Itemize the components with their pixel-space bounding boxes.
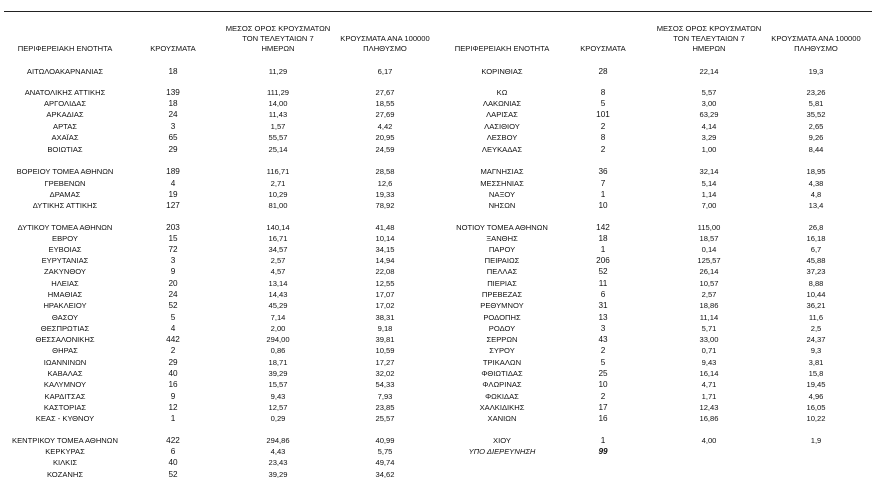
cell-cases: 9 bbox=[170, 392, 176, 401]
header-per100k-line1-right: ΚΡΟΥΣΜΑΤΑ ΑΝΑ 100000 bbox=[771, 34, 861, 43]
cell-per100k: 10,44 bbox=[806, 290, 826, 299]
cell-avg: 55,57 bbox=[268, 133, 288, 142]
cell-cases: 203 bbox=[166, 223, 180, 232]
cell-per100k: 5,81 bbox=[808, 99, 824, 108]
cell-avg: 1,57 bbox=[270, 122, 286, 131]
cell-avg: 18,57 bbox=[699, 234, 719, 243]
cell-cases: 2 bbox=[600, 346, 606, 355]
cell-avg: 32,14 bbox=[699, 167, 719, 176]
cell-avg: 111,29 bbox=[266, 88, 290, 97]
cell-cases: 15 bbox=[168, 234, 178, 243]
cell-per100k: 19,33 bbox=[375, 190, 395, 199]
cell-per100k: 10,22 bbox=[806, 414, 826, 423]
cell-name: ΚΩ bbox=[496, 88, 508, 97]
cell-avg: 140,14 bbox=[266, 223, 290, 232]
cell-name: ΚΕΝΤΡΙΚΟΥ ΤΟΜΕΑ ΑΘΗΝΩΝ bbox=[12, 436, 118, 445]
cell-name: ΠΙΕΡΙΑΣ bbox=[487, 279, 517, 288]
cell-name: ΧΑΛΚΙΔΙΚΗΣ bbox=[479, 403, 525, 412]
cell-name: ΛΕΥΚΑΔΑΣ bbox=[481, 145, 523, 154]
cell-name: ΜΕΣΣΗΝΙΑΣ bbox=[480, 179, 524, 188]
cell-name: ΚΕΑΣ - ΚΥΘΝΟΥ bbox=[35, 414, 95, 423]
cell-cases: 16 bbox=[598, 414, 608, 423]
cell-avg: 14,43 bbox=[268, 290, 288, 299]
cell-name: ΚΟΡΙΝΘΙΑΣ bbox=[481, 67, 523, 76]
cell-cases: 3 bbox=[600, 324, 606, 333]
cell-name: ΒΟΙΩΤΙΑΣ bbox=[47, 145, 83, 154]
cell-per100k: 10,14 bbox=[375, 234, 395, 243]
cell-cases: 2 bbox=[600, 122, 606, 131]
cell-per100k: 32,02 bbox=[375, 369, 395, 378]
cell-per100k: 13,4 bbox=[808, 201, 824, 210]
cell-avg: 5,71 bbox=[701, 324, 717, 333]
cell-avg: 39,29 bbox=[268, 470, 288, 479]
cell-name: ΛΑΣΙΘΙΟΥ bbox=[484, 122, 520, 131]
cell-name: ΔΥΤΙΚΗΣ ΑΤΤΙΚΗΣ bbox=[32, 201, 98, 210]
cell-per100k: 6,17 bbox=[377, 67, 393, 76]
cell-avg: 11,29 bbox=[268, 67, 288, 76]
header-cases-left: ΚΡΟΥΣΜΑΤΑ bbox=[150, 44, 196, 53]
cell-cases: 5 bbox=[600, 358, 606, 367]
cell-name: ΔΡΑΜΑΣ bbox=[49, 190, 81, 199]
cell-per100k: 4,8 bbox=[810, 190, 822, 199]
cell-cases: 101 bbox=[596, 110, 610, 119]
cell-cases: 36 bbox=[598, 167, 608, 176]
header-avg-line2-right: ΤΟΝ ΤΕΛΕΥΤΑΙΩΝ 7 bbox=[673, 34, 745, 43]
cell-per100k: 49,74 bbox=[375, 458, 395, 467]
cell-avg: 294,00 bbox=[266, 335, 290, 344]
cell-avg: 12,43 bbox=[699, 403, 719, 412]
cell-avg: 4,00 bbox=[701, 436, 717, 445]
cell-avg: 0,29 bbox=[270, 414, 286, 423]
header-region-right: ΠΕΡΙΦΕΡΕΙΑΚΗ ΕΝΟΤΗΤΑ bbox=[454, 44, 550, 53]
cell-avg: 2,71 bbox=[270, 179, 286, 188]
cell-per100k: 4,42 bbox=[377, 122, 393, 131]
cell-cases: 7 bbox=[600, 179, 606, 188]
cell-avg: 2,57 bbox=[701, 290, 717, 299]
cell-per100k: 9,18 bbox=[377, 324, 393, 333]
cell-avg: 9,43 bbox=[270, 392, 286, 401]
cell-cases: 139 bbox=[166, 88, 180, 97]
cell-per100k: 41,48 bbox=[375, 223, 395, 232]
cell-name: ΣΥΡΟΥ bbox=[489, 346, 515, 355]
cell-avg: 16,14 bbox=[699, 369, 719, 378]
cell-cases: 31 bbox=[598, 301, 608, 310]
cell-per100k: 54,33 bbox=[375, 380, 395, 389]
cell-avg: 11,14 bbox=[699, 313, 719, 322]
cell-name: ΠΕΙΡΑΙΩΣ bbox=[484, 256, 520, 265]
cell-name: ΑΧΑΪΑΣ bbox=[51, 133, 79, 142]
cell-name: ΦΛΩΡΙΝΑΣ bbox=[482, 380, 522, 389]
cell-name: ΠΡΕΒΕΖΑΣ bbox=[481, 290, 523, 299]
cell-cases: 127 bbox=[166, 201, 180, 210]
cell-per100k: 34,15 bbox=[375, 245, 395, 254]
cell-per100k: 6,7 bbox=[810, 245, 822, 254]
header-per100k-line2-right: ΠΛΗΘΥΣΜΟ bbox=[794, 44, 838, 53]
cell-name: ΥΠΟ ΔΙΕΡΕΥΝΗΣΗ bbox=[468, 447, 536, 456]
cell-cases: 142 bbox=[596, 223, 610, 232]
cell-per100k: 7,93 bbox=[377, 392, 393, 401]
cell-cases: 5 bbox=[600, 99, 606, 108]
cell-name: ΒΟΡΕΙΟΥ ΤΟΜΕΑ ΑΘΗΝΩΝ bbox=[16, 167, 114, 176]
cell-cases: 28 bbox=[598, 67, 608, 76]
cell-per100k: 27,67 bbox=[375, 88, 395, 97]
cell-cases: 206 bbox=[596, 256, 610, 265]
cell-cases: 18 bbox=[168, 67, 178, 76]
cell-cases: 52 bbox=[598, 267, 608, 276]
cell-cases: 6 bbox=[170, 447, 176, 456]
cell-cases: 17 bbox=[598, 403, 608, 412]
cell-avg: 18,71 bbox=[268, 358, 288, 367]
cell-avg: 9,43 bbox=[701, 358, 717, 367]
cell-avg: 0,71 bbox=[701, 346, 717, 355]
cell-per100k: 39,81 bbox=[375, 335, 395, 344]
cell-name: ΚΑΛΥΜΝΟΥ bbox=[43, 380, 87, 389]
cell-name: ΘΕΣΣΑΛΟΝΙΚΗΣ bbox=[35, 335, 95, 344]
cell-avg: 4,14 bbox=[701, 122, 717, 131]
cell-avg: 81,00 bbox=[268, 201, 288, 210]
cell-cases: 10 bbox=[598, 380, 608, 389]
cell-name: ΧΑΝΙΩΝ bbox=[487, 414, 517, 423]
cell-avg: 33,00 bbox=[699, 335, 719, 344]
cell-per100k: 28,58 bbox=[375, 167, 395, 176]
cell-avg: 4,43 bbox=[270, 447, 286, 456]
top-rule bbox=[4, 11, 872, 12]
cell-avg: 63,29 bbox=[699, 110, 719, 119]
cell-name: ΠΑΡΟΥ bbox=[488, 245, 516, 254]
cell-per100k: 19,3 bbox=[808, 67, 824, 76]
cell-name: ΘΑΣΟΥ bbox=[51, 313, 79, 322]
cell-name: ΤΡΙΚΑΛΩΝ bbox=[482, 358, 522, 367]
cell-name: ΙΩΑΝΝΙΝΩΝ bbox=[43, 358, 87, 367]
cell-name: ΑΡΚΑΔΙΑΣ bbox=[46, 110, 84, 119]
cell-per100k: 12,6 bbox=[377, 179, 393, 188]
cell-name: ΦΘΙΩΤΙΔΑΣ bbox=[481, 369, 523, 378]
cell-avg: 15,57 bbox=[268, 380, 288, 389]
cell-cases: 1 bbox=[600, 245, 606, 254]
cell-name: ΜΑΓΝΗΣΙΑΣ bbox=[480, 167, 524, 176]
cell-avg: 7,00 bbox=[701, 201, 717, 210]
cell-per100k: 5,75 bbox=[377, 447, 393, 456]
cell-name: ΚΑΣΤΟΡΙΑΣ bbox=[43, 403, 87, 412]
cell-per100k: 35,52 bbox=[806, 110, 826, 119]
cell-name: ΠΕΛΛΑΣ bbox=[486, 267, 518, 276]
cell-per100k: 2,65 bbox=[808, 122, 824, 131]
cell-cases: 52 bbox=[168, 470, 178, 479]
cell-per100k: 37,23 bbox=[806, 267, 826, 276]
cell-cases: 10 bbox=[598, 201, 608, 210]
header-avg-line1-left: ΜΕΣΟΣ ΟΡΟΣ ΚΡΟΥΣΜΑΤΩΝ bbox=[225, 24, 331, 33]
cell-cases: 99 bbox=[598, 447, 608, 456]
cell-cases: 9 bbox=[170, 267, 176, 276]
cell-cases: 11 bbox=[598, 279, 608, 288]
cell-cases: 1 bbox=[600, 436, 606, 445]
cell-avg: 14,00 bbox=[268, 99, 288, 108]
cell-avg: 16,71 bbox=[268, 234, 288, 243]
cell-name: ΛΑΚΩΝΙΑΣ bbox=[482, 99, 522, 108]
cell-name: ΧΙΟΥ bbox=[493, 436, 511, 445]
cell-name: ΚΕΡΚΥΡΑΣ bbox=[45, 447, 85, 456]
cell-avg: 125,57 bbox=[697, 256, 721, 265]
header-avg-line1-right: ΜΕΣΟΣ ΟΡΟΣ ΚΡΟΥΣΜΑΤΩΝ bbox=[656, 24, 762, 33]
cell-cases: 18 bbox=[598, 234, 608, 243]
cell-per100k: 19,45 bbox=[806, 380, 826, 389]
cell-name: ΡΟΔΟΠΗΣ bbox=[483, 313, 521, 322]
cell-cases: 6 bbox=[600, 290, 606, 299]
cell-name: ΚΑΒΑΛΑΣ bbox=[47, 369, 83, 378]
cell-cases: 4 bbox=[170, 324, 176, 333]
cell-per100k: 26,8 bbox=[808, 223, 824, 232]
cell-per100k: 40,99 bbox=[375, 436, 395, 445]
header-cases-right: ΚΡΟΥΣΜΑΤΑ bbox=[580, 44, 626, 53]
cell-avg: 1,14 bbox=[701, 190, 717, 199]
cell-cases: 1 bbox=[170, 414, 176, 423]
cell-name: ΕΥΒΟΙΑΣ bbox=[48, 245, 82, 254]
cell-avg: 25,14 bbox=[268, 145, 288, 154]
cell-per100k: 16,05 bbox=[806, 403, 826, 412]
cell-name: ΗΛΕΙΑΣ bbox=[51, 279, 79, 288]
cell-avg: 12,57 bbox=[268, 403, 288, 412]
cell-per100k: 20,95 bbox=[375, 133, 395, 142]
cell-avg: 23,43 bbox=[268, 458, 288, 467]
header-avg-line2-left: ΤΟΝ ΤΕΛΕΥΤΑΙΩΝ 7 bbox=[242, 34, 314, 43]
cell-cases: 19 bbox=[168, 190, 178, 199]
cell-per100k: 2,5 bbox=[810, 324, 822, 333]
cell-per100k: 25,57 bbox=[375, 414, 395, 423]
cell-cases: 12 bbox=[168, 403, 178, 412]
cell-cases: 43 bbox=[598, 335, 608, 344]
cell-avg: 4,57 bbox=[270, 267, 286, 276]
cell-name: ΡΟΔΟΥ bbox=[488, 324, 516, 333]
cell-per100k: 8,44 bbox=[808, 145, 824, 154]
cell-cases: 442 bbox=[166, 335, 180, 344]
cell-per100k: 18,95 bbox=[806, 167, 826, 176]
cell-cases: 29 bbox=[168, 358, 178, 367]
cell-per100k: 23,26 bbox=[806, 88, 826, 97]
cell-cases: 24 bbox=[168, 110, 178, 119]
cell-avg: 2,00 bbox=[270, 324, 286, 333]
cell-avg: 1,00 bbox=[701, 145, 717, 154]
header-region-left: ΠΕΡΙΦΕΡΕΙΑΚΗ ΕΝΟΤΗΤΑ bbox=[17, 44, 113, 53]
cell-per100k: 1,9 bbox=[810, 436, 822, 445]
cell-name: ΗΜΑΘΙΑΣ bbox=[47, 290, 83, 299]
cell-avg: 10,29 bbox=[268, 190, 288, 199]
cell-avg: 116,71 bbox=[266, 167, 290, 176]
cell-name: ΡΕΘΥΜΝΟΥ bbox=[480, 301, 524, 310]
cell-per100k: 24,59 bbox=[375, 145, 395, 154]
cell-cases: 65 bbox=[168, 133, 178, 142]
header-per100k-line1-left: ΚΡΟΥΣΜΑΤΑ ΑΝΑ 100000 bbox=[340, 34, 430, 43]
cell-name: ΝΗΣΩΝ bbox=[488, 201, 516, 210]
cell-avg: 16,86 bbox=[699, 414, 719, 423]
cell-cases: 4 bbox=[170, 179, 176, 188]
cell-cases: 3 bbox=[170, 122, 176, 131]
cell-name: ΑΡΓΟΛΙΔΑΣ bbox=[43, 99, 87, 108]
cell-cases: 20 bbox=[168, 279, 178, 288]
cell-per100k: 14,94 bbox=[375, 256, 395, 265]
cell-per100k: 4,96 bbox=[808, 392, 824, 401]
cell-cases: 1 bbox=[600, 190, 606, 199]
cell-avg: 4,71 bbox=[701, 380, 717, 389]
cell-per100k: 78,92 bbox=[375, 201, 395, 210]
cell-cases: 40 bbox=[168, 458, 178, 467]
cell-name: ΝΟΤΙΟΥ ΤΟΜΕΑ ΑΘΗΝΩΝ bbox=[456, 223, 548, 232]
cell-per100k: 4,38 bbox=[808, 179, 824, 188]
cell-per100k: 16,18 bbox=[806, 234, 826, 243]
cell-avg: 3,00 bbox=[701, 99, 717, 108]
cell-cases: 5 bbox=[170, 313, 176, 322]
cell-avg: 1,71 bbox=[701, 392, 717, 401]
cell-avg: 294,86 bbox=[266, 436, 290, 445]
cell-per100k: 9,3 bbox=[810, 346, 822, 355]
cell-per100k: 34,62 bbox=[375, 470, 395, 479]
cell-cases: 8 bbox=[600, 88, 606, 97]
cell-avg: 0,86 bbox=[270, 346, 286, 355]
cell-avg: 39,29 bbox=[268, 369, 288, 378]
cell-per100k: 22,08 bbox=[375, 267, 395, 276]
cell-cases: 2 bbox=[170, 346, 176, 355]
cell-name: ΛΑΡΙΣΑΣ bbox=[486, 110, 518, 119]
cell-cases: 40 bbox=[168, 369, 178, 378]
cell-cases: 24 bbox=[168, 290, 178, 299]
cell-avg: 2,57 bbox=[270, 256, 286, 265]
cell-name: ΑΙΤΩΛΟΑΚΑΡΝΑΝΙΑΣ bbox=[26, 67, 104, 76]
cell-per100k: 17,07 bbox=[375, 290, 395, 299]
cell-name: ΚΑΡΔΙΤΣΑΣ bbox=[44, 392, 86, 401]
cell-avg: 45,29 bbox=[268, 301, 288, 310]
cell-per100k: 18,55 bbox=[375, 99, 395, 108]
cell-avg: 10,57 bbox=[699, 279, 719, 288]
cell-cases: 18 bbox=[168, 99, 178, 108]
cell-name: ΞΑΝΘΗΣ bbox=[486, 234, 518, 243]
cell-name: ΚΟΖΑΝΗΣ bbox=[46, 470, 84, 479]
cell-name: ΑΝΑΤΟΛΙΚΗΣ ΑΤΤΙΚΗΣ bbox=[24, 88, 106, 97]
cell-name: ΕΥΡΥΤΑΝΙΑΣ bbox=[41, 256, 89, 265]
cell-avg: 26,14 bbox=[699, 267, 719, 276]
cell-avg: 0,14 bbox=[701, 245, 717, 254]
cell-cases: 52 bbox=[168, 301, 178, 310]
cell-cases: 2 bbox=[600, 392, 606, 401]
cell-name: ΖΑΚΥΝΘΟΥ bbox=[44, 267, 86, 276]
cell-avg: 5,57 bbox=[701, 88, 717, 97]
cell-avg: 13,14 bbox=[268, 279, 288, 288]
cell-cases: 72 bbox=[168, 245, 178, 254]
cell-per100k: 36,21 bbox=[806, 301, 826, 310]
cell-per100k: 3,81 bbox=[808, 358, 824, 367]
cell-per100k: 45,88 bbox=[806, 256, 826, 265]
cell-per100k: 9,26 bbox=[808, 133, 824, 142]
cell-name: ΑΡΤΑΣ bbox=[53, 122, 77, 131]
cell-per100k: 38,31 bbox=[375, 313, 395, 322]
cell-cases: 13 bbox=[598, 313, 608, 322]
cell-name: ΦΩΚΙΔΑΣ bbox=[485, 392, 519, 401]
cell-cases: 29 bbox=[168, 145, 178, 154]
cell-name: ΛΕΣΒΟΥ bbox=[486, 133, 518, 142]
cell-name: ΘΕΣΠΡΩΤΙΑΣ bbox=[40, 324, 90, 333]
cell-per100k: 12,55 bbox=[375, 279, 395, 288]
cell-name: ΗΡΑΚΛΕΙΟΥ bbox=[43, 301, 87, 310]
cell-per100k: 24,37 bbox=[806, 335, 826, 344]
cell-avg: 5,14 bbox=[701, 179, 717, 188]
cell-per100k: 23,85 bbox=[375, 403, 395, 412]
cell-cases: 189 bbox=[166, 167, 180, 176]
cell-name: ΘΗΡΑΣ bbox=[52, 346, 78, 355]
cell-name: ΣΕΡΡΩΝ bbox=[486, 335, 518, 344]
cell-per100k: 11,6 bbox=[808, 313, 824, 322]
cell-name: ΚΙΛΚΙΣ bbox=[52, 458, 78, 467]
cell-cases: 16 bbox=[168, 380, 178, 389]
header-avg-line3-left: ΗΜΕΡΩΝ bbox=[261, 44, 295, 53]
cell-avg: 115,00 bbox=[697, 223, 721, 232]
cell-avg: 7,14 bbox=[270, 313, 286, 322]
header-avg-line3-right: ΗΜΕΡΩΝ bbox=[692, 44, 726, 53]
cell-per100k: 15,8 bbox=[808, 369, 824, 378]
cell-avg: 22,14 bbox=[699, 67, 719, 76]
cell-per100k: 27,69 bbox=[375, 110, 395, 119]
cell-per100k: 8,88 bbox=[808, 279, 824, 288]
cell-avg: 34,57 bbox=[268, 245, 288, 254]
cell-name: ΕΒΡΟΥ bbox=[52, 234, 78, 243]
cell-cases: 2 bbox=[600, 145, 606, 154]
cell-name: ΔΥΤΙΚΟΥ ΤΟΜΕΑ ΑΘΗΝΩΝ bbox=[17, 223, 113, 232]
cell-cases: 422 bbox=[166, 436, 180, 445]
cell-per100k: 10,59 bbox=[375, 346, 395, 355]
cell-per100k: 17,02 bbox=[375, 301, 395, 310]
cell-cases: 25 bbox=[598, 369, 608, 378]
header-per100k-line2-left: ΠΛΗΘΥΣΜΟ bbox=[363, 44, 407, 53]
cell-cases: 3 bbox=[170, 256, 176, 265]
cell-name: ΝΑΞΟΥ bbox=[488, 190, 516, 199]
cell-per100k: 17,27 bbox=[375, 358, 395, 367]
cell-avg: 11,43 bbox=[268, 110, 288, 119]
cell-avg: 18,86 bbox=[699, 301, 719, 310]
cell-name: ΓΡΕΒΕΝΩΝ bbox=[44, 179, 86, 188]
cell-cases: 8 bbox=[600, 133, 606, 142]
cell-avg: 3,29 bbox=[701, 133, 717, 142]
